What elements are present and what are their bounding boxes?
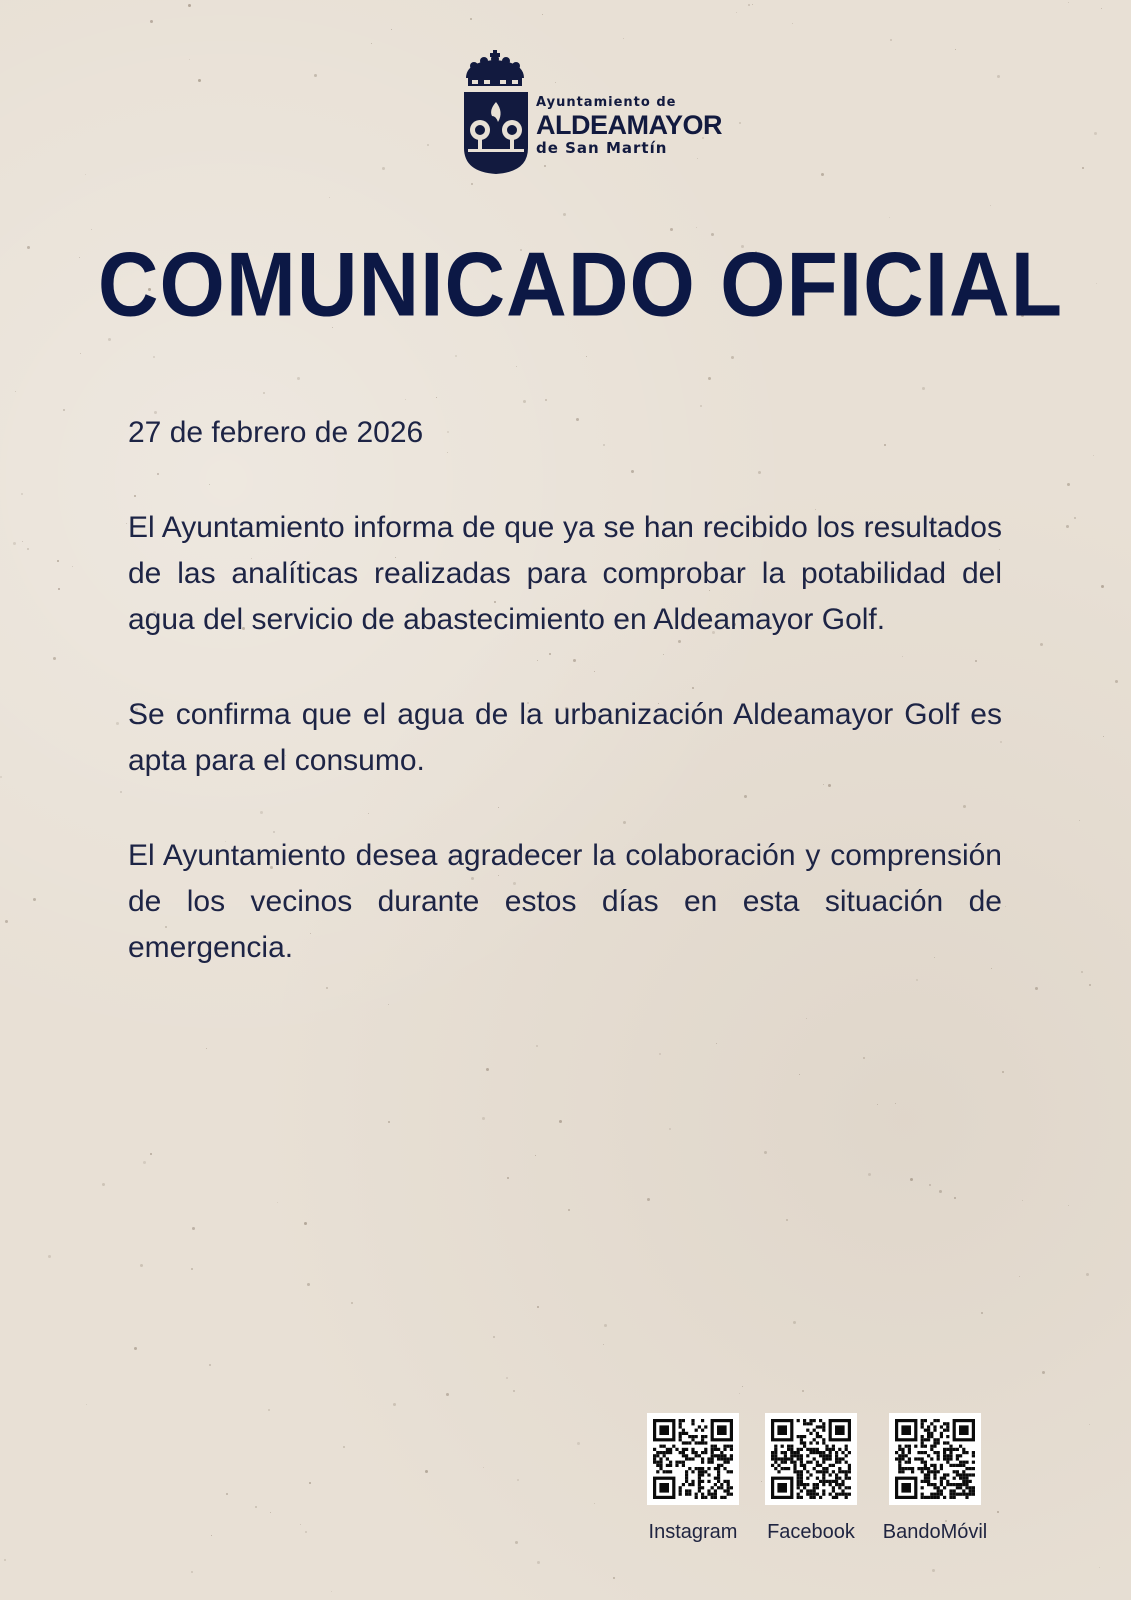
paper-speck [0,776,2,778]
paper-speck [405,399,406,400]
paper-speck [150,1153,152,1155]
paper-speck [515,1541,518,1544]
paper-speck [48,1255,51,1258]
paper-speck [72,566,73,567]
paper-speck [902,656,903,657]
paper-speck [981,1312,983,1314]
paper-speck [594,671,595,672]
paper-speck [1093,455,1094,456]
paper-speck [670,228,673,231]
paper-speck [594,1503,595,1504]
paper-speck [806,1018,807,1019]
paper-speck [752,4,753,5]
paper-speck [916,979,918,981]
paper-speck [739,1393,740,1394]
paper-speck [268,1409,270,1411]
paper-speck [150,20,153,23]
paper-speck [568,1209,570,1211]
paper-speck [307,1283,310,1286]
paper-speck [792,23,793,24]
paper-speck [696,227,697,228]
paper-speck [188,4,191,7]
paper-speck [58,588,60,590]
paper-speck [134,1347,137,1350]
paper-speck [277,1202,278,1203]
paper-speck [910,1178,913,1181]
paper-speck [692,687,694,689]
paper-speck [15,391,16,392]
page-title: COMUNICADO OFICIAL [97,233,1064,335]
paper-speck [1079,820,1080,821]
paper-speck [990,205,991,206]
paper-speck [300,1524,301,1525]
paper-speck [1042,1371,1045,1374]
paper-speck [1082,167,1084,169]
paper-speck [53,657,56,660]
paper-speck [189,59,190,60]
paragraph-2: Se confirma que el agua de la urbanización Aldeamayor Golf es apta para el consumo. [128,698,1002,777]
paper-speck [22,541,23,542]
paper-speck [513,1390,515,1392]
paper-speck [80,353,81,354]
paper-speck [549,653,551,655]
paper-speck [761,1481,762,1482]
paper-speck [153,356,155,358]
paper-speck [143,1161,146,1164]
paper-speck [939,1190,942,1193]
paper-speck [157,473,159,475]
paper-speck [863,1057,865,1059]
paper-speck [1115,680,1118,683]
paper-speck [393,1403,396,1406]
paper-speck [108,338,111,341]
facebook-qr-code[interactable] [765,1413,857,1505]
municipal-logo [462,50,723,176]
logo-wordmark [536,96,722,156]
paper-speck [1094,132,1097,135]
paper-speck [21,493,23,495]
paper-speck [1099,1567,1100,1568]
instagram-qr-code[interactable] [647,1413,739,1505]
paper-speck [997,75,1000,78]
paper-speck [802,1390,804,1392]
qr-label-instagram: Instagram [648,1521,738,1543]
paper-speck [126,523,127,524]
paper-speck [748,4,750,6]
paper-speck [997,1511,999,1513]
paper-speck [140,1264,143,1267]
bandomovil-qr-code[interactable] [889,1413,981,1505]
paper-speck [388,1121,390,1123]
paper-speck [1035,987,1038,990]
paper-speck [537,1561,540,1564]
paper-speck [603,1344,604,1345]
paper-speck [91,229,92,230]
paper-speck [537,1306,539,1308]
paper-speck [516,366,517,367]
paper-speck [493,1336,495,1338]
paper-speck [368,813,369,814]
paper-speck [63,409,65,411]
paper-speck [1081,971,1083,973]
paper-speck [5,920,8,923]
paper-speck [955,49,956,50]
paper-speck [436,397,437,398]
paper-speck [391,29,392,30]
paper-speck [631,470,634,473]
paper-speck [890,39,892,41]
paper-speck [786,1219,788,1221]
paper-speck [1089,984,1091,986]
paper-speck [1086,1273,1089,1276]
paper-speck [425,1470,428,1473]
paper-speck [647,1198,650,1201]
paper-speck [523,400,526,403]
paper-speck [929,1184,931,1186]
paper-speck [669,1128,671,1130]
paper-speck [535,1155,536,1156]
paper-speck [211,1535,212,1536]
paper-speck [209,1364,211,1366]
paper-speck [877,1104,878,1105]
paper-speck [206,1048,207,1049]
paper-speck [1103,736,1104,737]
paper-speck [255,1506,257,1508]
paper-speck [86,1404,87,1405]
paper-speck [1089,1424,1090,1425]
paper-speck [736,12,737,13]
paper-speck [1040,643,1043,646]
paper-speck [764,1151,767,1154]
paper-speck [742,1386,743,1387]
paper-speck [1022,1200,1023,1201]
paper-speck [33,898,36,901]
paper-speck [739,122,741,124]
logo-line-1: Ayuntamiento de [536,95,677,110]
qr-code-icon [765,1413,857,1505]
paper-speck [486,1068,489,1071]
paper-speck [446,1393,449,1396]
paper-speck [613,1577,615,1579]
paper-speck [27,548,29,550]
paper-speck [932,1569,935,1572]
paper-speck [828,784,831,787]
paper-speck [263,392,265,394]
paper-speck [1066,525,1069,528]
paragraph-3: El Ayuntamiento desea agradecer la colaboración y comprensión de los vecinos durante estos días en esta situación de emergencia. [128,839,1002,964]
paper-speck [700,405,702,407]
paper-speck [191,1268,193,1270]
paper-speck [793,1321,796,1324]
paper-speck [868,1173,871,1176]
paper-speck [134,495,136,497]
paper-speck [198,79,201,82]
paper-speck [270,1512,271,1513]
paper-speck [309,1482,311,1484]
paper-speck [471,183,473,185]
coat-of-arms-icon [462,50,536,176]
paper-speck [577,1442,580,1445]
paper-speck [799,1074,800,1075]
paper-speck [663,654,664,655]
paper-speck [758,471,761,474]
paper-speck [482,1117,485,1120]
paper-speck [314,74,317,77]
paper-speck [371,43,372,44]
paper-speck [85,174,86,175]
paper-speck [331,1591,332,1592]
paper-speck [305,1531,307,1533]
paper-speck [744,795,747,798]
paper-speck [731,356,734,359]
paper-speck [297,377,300,380]
paper-speck [895,1103,896,1104]
paper-speck [1101,8,1102,9]
paper-speck [191,1571,193,1573]
logo-line-2: ALDEAMAYOR [536,110,723,140]
paper-speck [209,484,210,485]
paper-speck [470,18,472,20]
paper-speck [823,784,824,785]
qr-label-bandomovil: BandoMóvil [882,1521,988,1543]
paper-speck [517,1479,519,1481]
paper-speck [455,355,457,357]
paper-speck [542,14,543,15]
document-date: 27 de febrero de 2026 [128,416,424,449]
paper-speck [13,542,16,545]
paper-speck [716,1043,717,1044]
paper-speck [260,811,263,814]
paper-speck [329,197,330,198]
paper-speck [1068,1205,1069,1206]
paper-speck [821,173,824,176]
paper-speck [1101,585,1104,588]
paper-speck [498,807,499,808]
paper-speck [559,1120,562,1123]
paper-speck [483,1467,484,1468]
paper-speck [507,1177,509,1179]
paper-speck [427,144,429,146]
paper-speck [922,387,925,390]
paper-speck [304,1222,307,1225]
paper-speck [506,1377,508,1379]
paper-speck [1002,1071,1004,1073]
paper-speck [963,805,966,808]
paper-speck [226,1493,228,1495]
paper-speck [57,560,59,562]
paper-speck [120,791,122,793]
paper-speck [537,660,538,661]
paper-speck [1074,517,1076,519]
qr-code-icon [647,1413,739,1505]
paragraph-1: El Ayuntamiento informa de que ya se han recibido los resultados de las analíticas realizadas para comprobar la potabilidad del agua del servicio de abastecimiento en Aldeamayor Golf. [128,511,1002,636]
paper-speck [1005,906,1006,907]
paper-speck [586,356,587,357]
qr-label-facebook: Facebook [767,1521,855,1543]
paper-speck [563,213,566,216]
paper-speck [382,167,385,170]
paper-speck [388,1004,389,1005]
paper-speck [102,1183,105,1186]
paper-speck [708,377,711,380]
paper-speck [351,1302,353,1304]
paper-speck [1019,1276,1020,1277]
paper-speck [604,1324,607,1327]
paper-speck [1068,2,1069,3]
paper-speck [573,659,576,662]
paper-speck [4,1559,6,1561]
paper-speck [343,1446,345,1448]
paper-speck [623,38,624,39]
paper-speck [1067,483,1070,486]
paper-speck [623,821,626,824]
paper-speck [116,722,119,725]
paper-speck [659,1053,661,1055]
paper-speck [975,660,977,662]
paper-speck [536,1045,538,1047]
paper-speck [326,987,328,989]
paper-speck [954,1197,956,1199]
paper-speck [889,217,890,218]
paper-speck [545,399,547,401]
paper-speck [192,1227,195,1230]
qr-code-icon [889,1413,981,1505]
logo-line-3: de San Martín [536,139,668,157]
